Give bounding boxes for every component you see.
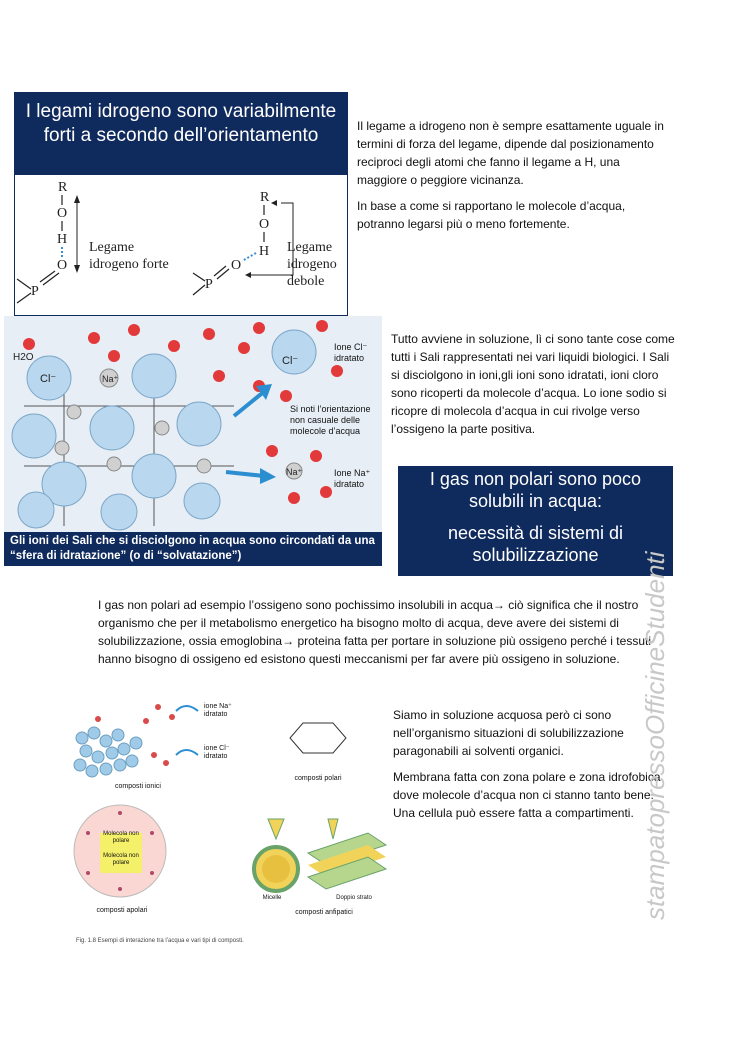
na-ion-label: Na⁺ [102,374,119,384]
hydrogen-bond-diagram [15,175,347,315]
weak-bond-label: Legame idrogeno debole [287,240,337,289]
compound-interactions-figure [68,683,388,953]
atom-o-weak: O [259,217,270,232]
h2o-label: H2O [13,352,34,363]
cl-hydrated-label: Ione Cl⁻ idratato [334,342,368,363]
banner-line-1: I gas non polari sono poco solubili in acqua: [429,469,642,511]
micelle-label: Micelle [262,895,282,901]
bilayer-label: Doppio strato [336,895,372,901]
atom-p-weak: P [205,277,213,292]
atom-h-strong: H [57,232,68,247]
figure4-caption: Fig. 1.8 Esempi di interazione tra l’acqua e vari tipi di composti. [76,938,244,944]
paragraph: Tutto avviene in soluzione, lì ci sono tante cose come tutti i Sali rappresentati nei vari liquidi biologici. I Sali si disciolgono in ioni,gli ioni sono idratati, ioni cloro sono ricoperti da molecole d’acqua. Lo ione sodio si ricopre di molecola d’acqua in cui rivolge verso l’ossigeno la parte positiva. [391,332,675,436]
fig4-cl-label: ione Cl⁻ idratato [204,745,230,760]
text-block-2 [391,330,681,446]
hydrogen-bond-figure [14,92,348,316]
ionic-label: composti ionici [115,783,161,790]
strong-bond-label: Legame idrogeno forte [89,240,169,272]
cl-hydrated-ion-label: Cl⁻ [282,355,299,367]
figure2-caption: Gli ioni dei Sali che si disciolgono in acqua sono circondati da una “sfera di idratazione” (o di “solvatazione”) [4,532,382,566]
hydration-sphere-figure [4,316,382,566]
apolar-label: composti apolari [96,907,148,914]
banner-line-2: necessità di sistemi di solubilizzazione [447,523,624,565]
na-hydrated-ion-label: Na⁺ [286,467,303,477]
nonpolar-gas-banner [398,466,673,576]
atom-o2-weak: O [231,258,242,273]
paragraph: I gas non polari ad esempio l’ossigeno sono pochissimo insolubili in acqua→ ciò significa che il nostro organismo che per il metabolismo energetico ha bisogno molto di acqua, deve avere dei sistemi di solubilizzazione, ossia emoglobina→ proteina fatta per portare in soluzione più ossigeno perché i tessuti hanno bisogno di ossigeno ed esistono questi meccanismi per far avere più ossigeno in soluzione. [98,598,651,666]
paragraph: Siamo in soluzione acquosa però ci sono nell’organismo situazioni di solubilizzazione paragonabili ai solventi organici. [393,708,624,758]
amphipathic-label: composti anfipatici [295,909,353,916]
molecule-label-1: Molecola non polare [103,831,139,844]
cl-ion-label: Cl⁻ [40,373,57,385]
paragraph: Membrana fatta con zona polare e zona idrofobica dove molecole d’acqua non ci stanno tanto bene. Una cellula può essere fatta a compartimenti. [393,770,661,820]
atom-p-strong: P [31,284,39,299]
atom-r-strong: R [58,180,68,195]
atom-o2-strong: O [57,258,68,273]
na-hydrated-label: Ione Na⁺ idratato [334,468,371,489]
paragraph: Il legame a idrogeno non è sempre esattamente uguale in termini di forza del legame, dipende dal posizionamento reciproci degli atomi che fanno il legame a H, una maggiore o peggiore vicinanza. [357,119,664,187]
fig4-na-label: ione Na⁺ idratato [204,703,232,718]
polar-label: composti polari [294,775,342,782]
watermark: stampatopressoOfficineStudenti [640,551,670,920]
orientation-note: Si noti l’orientazione non casuale delle molecole d’acqua [290,404,371,436]
paragraph: In base a come si rapportano le molecole d’acqua, potranno legarsi più o meno fortemente. [357,199,626,231]
text-block-4 [393,706,668,830]
atom-o-strong: O [57,206,68,221]
text-block-1 [357,117,672,241]
figure1-title: I legami idrogeno sono variabilmente forti a secondo dell’orientamento [15,93,347,175]
atom-h-weak: H [259,244,270,259]
text-block-3 [98,596,658,676]
atom-r-weak: R [260,190,270,205]
molecule-label-2: Molecola non polare [103,853,139,866]
